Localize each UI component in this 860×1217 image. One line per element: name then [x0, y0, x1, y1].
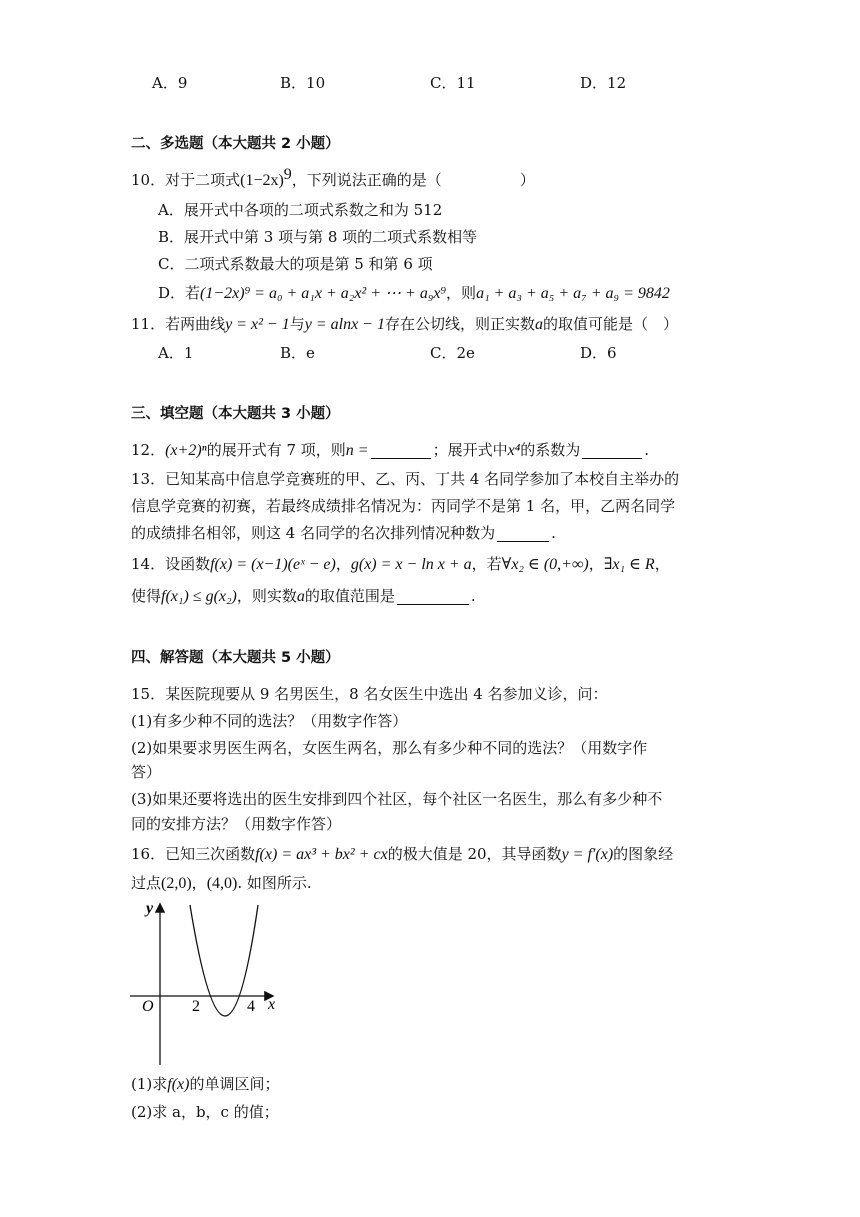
tick-label-2: 2	[192, 998, 200, 1015]
question-11-stem	[131, 313, 678, 336]
q13-line3-end: .	[551, 524, 556, 542]
q16-sep: ，	[191, 874, 207, 892]
option-a[interactable]: A．9	[152, 74, 188, 92]
q14-line2-pre: 使得	[131, 587, 162, 605]
q12-text1: 的展开式有 7 项，则	[206, 441, 346, 459]
q10-option-d[interactable]	[158, 282, 670, 305]
q16-sub-2: (2)求 a，b，c 的值；	[131, 1103, 279, 1121]
origin-label: O	[142, 998, 154, 1015]
section-2-title: 二、多选题（本大题共 2 小题）	[131, 136, 340, 152]
q13-line-3	[131, 522, 556, 544]
q11-stem-mid: 与	[289, 315, 305, 333]
q14-ineq: f(x₁) ≤ g(x₂)	[161, 588, 237, 605]
q14-var: a	[296, 588, 305, 605]
question-16-line-2	[131, 872, 312, 895]
q10-number: 10．	[131, 171, 166, 189]
q11-stem-end: 的取值可能是（ ）	[542, 315, 678, 333]
q15-part-1: (1)有多少种不同的选法？（用数字作答）	[131, 712, 408, 730]
q14-sep3: ，	[654, 555, 670, 573]
q10-exp: 9	[283, 166, 292, 183]
question-16-line-1	[131, 843, 673, 866]
q16-text3: 的图象经	[613, 845, 674, 863]
q10-optd-pre: D．若	[158, 284, 201, 302]
q11-curve1: y = x² − 1	[225, 316, 290, 333]
q16-deriv: y = f′(x)	[561, 846, 614, 863]
q14-text1: 设函数	[165, 555, 211, 573]
q16-sub-1	[131, 1073, 279, 1096]
q10-stem-close: ）	[519, 171, 535, 189]
q15-part-3a: (3)如果还要将选出的医生安排到四个社区，每个社区一名医生，那么有多少种不	[131, 790, 663, 808]
q10-optd-expr: (1−2x)⁹ = a₀ + a₁x + a₂x² + ⋯ + a₉x⁹	[200, 285, 447, 302]
q15-line-1: 15．某医院现要从 9 名男医生，8 名女医生中选出 4 名参加义诊，问：	[131, 685, 608, 703]
question-14-line-1	[131, 553, 670, 576]
q11-curve2: y = alnx − 1	[304, 316, 385, 333]
section-4-title: 四、解答题（本大题共 5 小题）	[131, 650, 340, 666]
q11-option-c[interactable]: C．2e	[430, 344, 475, 362]
q14-cond1: ∀x₂ ∈ (0,+∞)	[501, 556, 589, 573]
q10-stem-pre: 对于二项式	[165, 171, 241, 189]
q14-end: .	[470, 587, 476, 605]
question-10-stem	[131, 166, 535, 192]
q12-text2: ；展开式中	[432, 441, 508, 459]
section-3-title: 三、填空题（本大题共 3 小题）	[131, 406, 340, 422]
q11-option-d[interactable]: D．6	[580, 344, 617, 362]
q12-var-x4: x⁴	[507, 442, 521, 459]
option-c[interactable]: C．11	[430, 74, 476, 92]
q16-line2-post: . 如图所示.	[237, 874, 312, 892]
q16-sub1-pre: (1)求	[131, 1075, 168, 1093]
q10-optd-mid: ，则	[446, 284, 477, 302]
q16-point-2: (4,0)	[206, 875, 238, 892]
q10-option-c[interactable]: C．二项式系数最大的项是第 5 和第 6 项	[158, 255, 433, 273]
q12-number: 12．	[131, 441, 166, 459]
q14-number: 14．	[131, 555, 166, 573]
q16-point-1: (2,0)	[161, 875, 192, 892]
q15-part-2b: 答）	[131, 763, 162, 781]
q11-option-a[interactable]: A．1	[158, 344, 194, 362]
q14-blank[interactable]	[397, 588, 469, 605]
q13-line-2: 信息学竞赛的初赛，若最终成绩排名情况为：丙同学不是第 1 名，甲，乙两名同学	[131, 497, 676, 515]
q14-fx: f(x) = (x−1)(eˣ − e)	[210, 556, 336, 573]
q14-sep2: ，	[588, 555, 604, 573]
q14-line2-post: 的取值范围是	[304, 587, 395, 605]
q16-line2-pre: 过点	[131, 874, 162, 892]
q12-text3: 的系数为	[520, 441, 581, 459]
q12-end: .	[644, 441, 650, 459]
q11-number: 11．	[131, 315, 166, 333]
q13-line3-pre: 的成绩排名相邻，则这 4 名同学的名次排列情况种数为	[131, 524, 496, 542]
tick-label-4: 4	[247, 998, 255, 1015]
x-label: x	[268, 996, 276, 1013]
q10-stem-post: ，下列说法正确的是（	[291, 171, 442, 189]
q16-text1: 已知三次函数	[165, 845, 256, 863]
question-14-line-2	[131, 585, 476, 608]
q13-line-1: 13．已知某高中信息学竞赛班的甲、乙、丙、丁共 4 名同学参加了本校自主举办的	[131, 470, 680, 488]
q11-stem-pre: 若两曲线	[165, 315, 226, 333]
q10-option-a[interactable]: A．展开式中各项的二项式系数之和为 512	[158, 201, 443, 219]
q15-part-2a: (2)如果要求男医生两名，女医生两名，那么有多少种不同的选法？（用数字作	[131, 739, 648, 757]
option-b[interactable]: B．10	[280, 74, 326, 92]
q14-cond2: ∃x₁ ∈ R	[603, 556, 655, 573]
y-label: y	[146, 900, 154, 917]
q12-blank-1[interactable]	[371, 442, 431, 459]
q14-gx: g(x) = x − ln x + a	[350, 556, 472, 573]
q11-stem-post: 存在公切线，则正实数	[384, 315, 535, 333]
q16-text2: 的极大值是 20，其导函数	[387, 845, 562, 863]
q10-option-b[interactable]: B．展开式中第 3 项与第 8 项的二项式系数相等	[158, 228, 478, 246]
derivative-graph	[122, 897, 292, 1077]
q14-line2-mid: ，则实数	[236, 587, 297, 605]
q12-var-n: n =	[345, 442, 369, 459]
option-d[interactable]: D．12	[580, 74, 627, 92]
q12-blank-2[interactable]	[582, 442, 642, 459]
q13-blank[interactable]	[497, 525, 549, 542]
q11-var: a	[534, 316, 543, 333]
q11-option-b[interactable]: B．e	[280, 344, 315, 362]
q14-text2: ，若	[471, 555, 502, 573]
q16-sub1-expr: f(x)	[167, 1076, 190, 1093]
q10-optd-expr2: a₁ + a₃ + a₅ + a₇ + a₉ = 9842	[476, 285, 670, 302]
q15-part-3b: 同的安排方法？（用数字作答）	[131, 815, 342, 833]
q16-sub1-post: 的单调区间；	[189, 1075, 280, 1093]
q14-sep: ，	[335, 555, 351, 573]
q16-fx: f(x) = ax³ + bx² + cx	[255, 846, 388, 863]
q10-expr: (1−2x)	[240, 172, 284, 189]
q16-number: 16．	[131, 845, 166, 863]
q12-expr: (x+2)ⁿ	[165, 442, 207, 459]
question-12	[131, 439, 649, 462]
